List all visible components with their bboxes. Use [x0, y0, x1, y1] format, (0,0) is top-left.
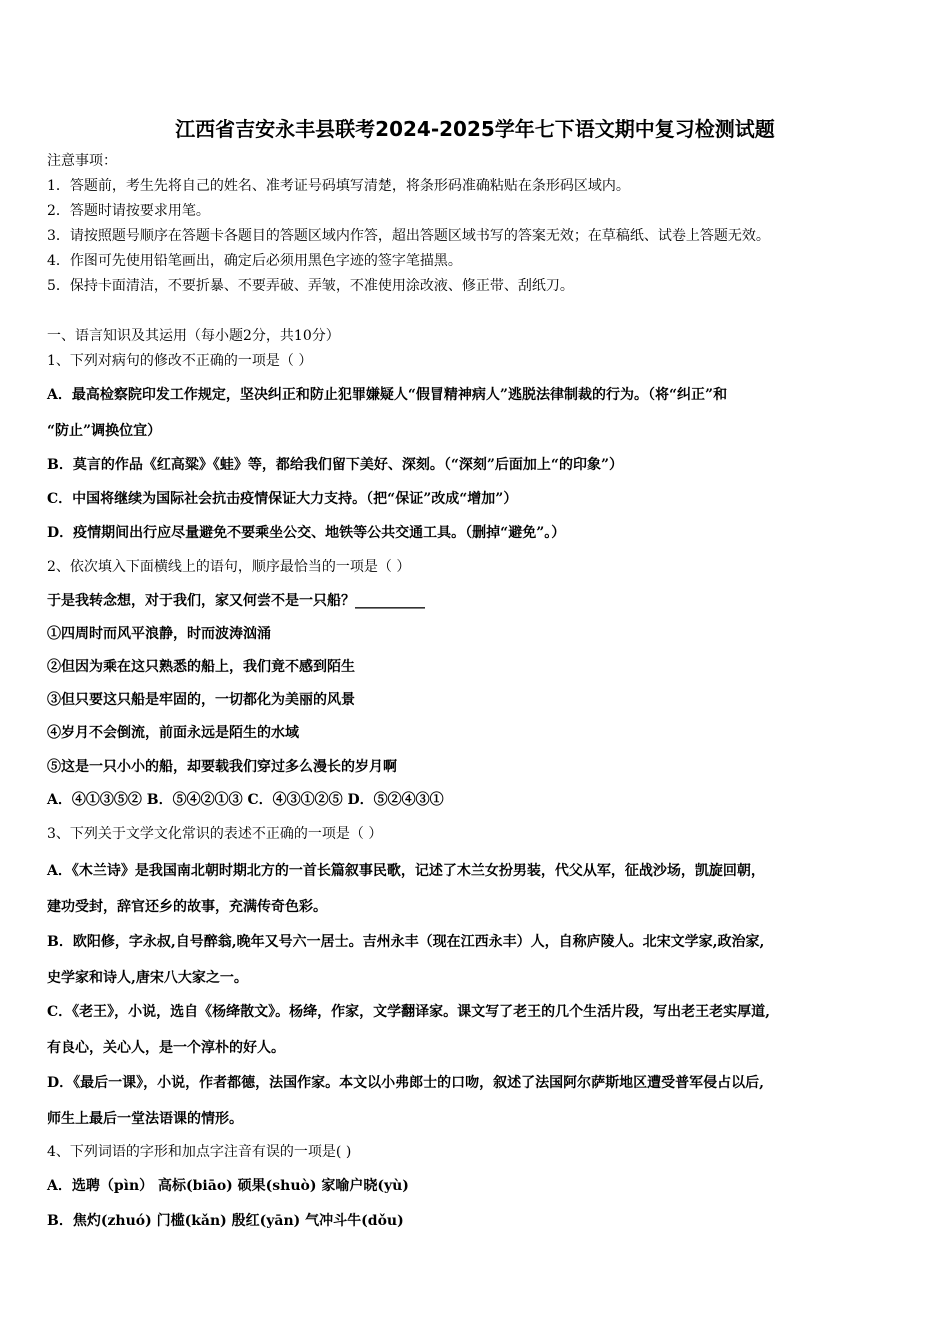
q3-option-a: A．《木兰诗》是我国南北朝时期北方的一首长篇叙事民歌，记述了木兰女扮男装，代父从军，征战沙场，凯旋回朝，: [47, 863, 765, 879]
notice-heading: 注意事项：: [47, 153, 117, 169]
section-heading: 一、语言知识及其运用（每小题2分，共10分）: [47, 328, 340, 344]
q2-sentence-5: ⑤这是一只小小的船，却要载我们穿过多么漫长的岁月啊: [47, 759, 397, 775]
q1-option-a-cont: “防止”调换位宜）: [47, 423, 162, 439]
q4-stem: 4、下列词语的字形和加点字注音有误的一项是( ): [47, 1144, 352, 1160]
q3-option-b-cont: 史学家和诗人,唐宋八大家之一。: [47, 970, 248, 986]
q1-stem: 1、下列对病句的修改不正确的一项是（ ）: [47, 353, 313, 369]
q1-option-c: C．中国将继续为国际社会抗击疫情保证大力支持。（把“保证”改成“增加”）: [47, 491, 518, 507]
q4-option-a: A．选聘（pìn） 高标(biāo) 硕果(shuò) 家喻户晓(yù): [47, 1178, 409, 1194]
notice-item-5: 5．保持卡面清洁，不要折暴、不要弄破、弄皱，不准使用涂改液、修正带、刮纸刀。: [47, 278, 574, 294]
q1-option-d: D．疫情期间出行应尽量避免不要乘坐公交、地铁等公共交通工具。（删掉“避免”。）: [47, 525, 566, 541]
q3-option-d-cont: 师生上最后一堂法语课的情形。: [47, 1111, 243, 1127]
q2-sentence-4: ④岁月不会倒流，前面永远是陌生的水域: [47, 725, 299, 741]
q4-option-b: B．焦灼(zhuó) 门槛(kǎn) 殷红(yān) 气冲斗牛(dǒu): [47, 1213, 404, 1229]
q3-option-d: D．《最后一课》，小说，作者都德，法国作家。本文以小弗郎士的口吻，叙述了法国阿尔萨斯地区遭受普军侵占以后,: [47, 1075, 765, 1091]
notice-item-3: 3．请按照题号顺序在答题卡各题目的答题区域内作答，超出答题区域书写的答案无效；在草稿纸、试卷上答题无效。: [47, 228, 770, 244]
q2-sentence-3: ③但只要这只船是牢固的，一切都化为美丽的风景: [47, 692, 355, 708]
q2-sentence-2: ②但因为乘在这只熟悉的船上，我们竟不感到陌生: [47, 659, 355, 675]
notice-item-4: 4．作图可先使用铅笔画出，确定后必须用黑色字迹的签字笔描黑。: [47, 253, 462, 269]
q1-option-b: B．莫言的作品《红高粱》《蛙》等，都给我们留下美好、深刻。（“深刻”后面加上“的印象”）: [47, 457, 624, 473]
q2-options: A．④①③⑤② B．⑤④②①③ C．④③①②⑤ D．⑤②④③①: [47, 792, 444, 808]
q3-option-b: B．欧阳修，字永叔,自号醉翁,晚年又号六一居士。吉州永丰（现在江西永丰）人，自称庐陵人。北宋文学家,政治家,: [47, 934, 765, 950]
q3-stem: 3、下列关于文学文化常识的表述不正确的一项是（ ）: [47, 826, 383, 842]
notice-item-1: 1．答题前，考生先将自己的姓名、准考证号码填写清楚，将条形码准确粘贴在条形码区域内。: [47, 178, 630, 194]
notice-item-2: 2．答题时请按要求用笔。: [47, 203, 210, 219]
q3-option-c: C．《老王》，小说，选自《杨绛散文》。杨绛，作家，文学翻译家。课文写了老王的几个生活片段，写出老王老实厚道,: [47, 1004, 771, 1020]
q2-sentence-1: ①四周时而风平浪静，时而波涛汹涌: [47, 626, 271, 642]
q2-lead: 于是我转念想，对于我们，家又何尝不是一只船？__________: [47, 593, 425, 609]
q2-stem: 2、依次填入下面横线上的语句，顺序最恰当的一项是（ ）: [47, 559, 411, 575]
page-title: 江西省吉安永丰县联考2024-2025学年七下语文期中复习检测试题: [175, 117, 775, 141]
q3-option-c-cont: 有良心，关心人，是一个淳朴的好人。: [47, 1040, 285, 1056]
q1-option-a: A．最高检察院印发工作规定，坚决纠正和防止犯罪嫌疑人“假冒精神病人”逃脱法律制裁的行为。（将“纠正”和: [47, 387, 728, 403]
q3-option-a-cont: 建功受封，辞官还乡的故事，充满传奇色彩。: [47, 899, 327, 915]
